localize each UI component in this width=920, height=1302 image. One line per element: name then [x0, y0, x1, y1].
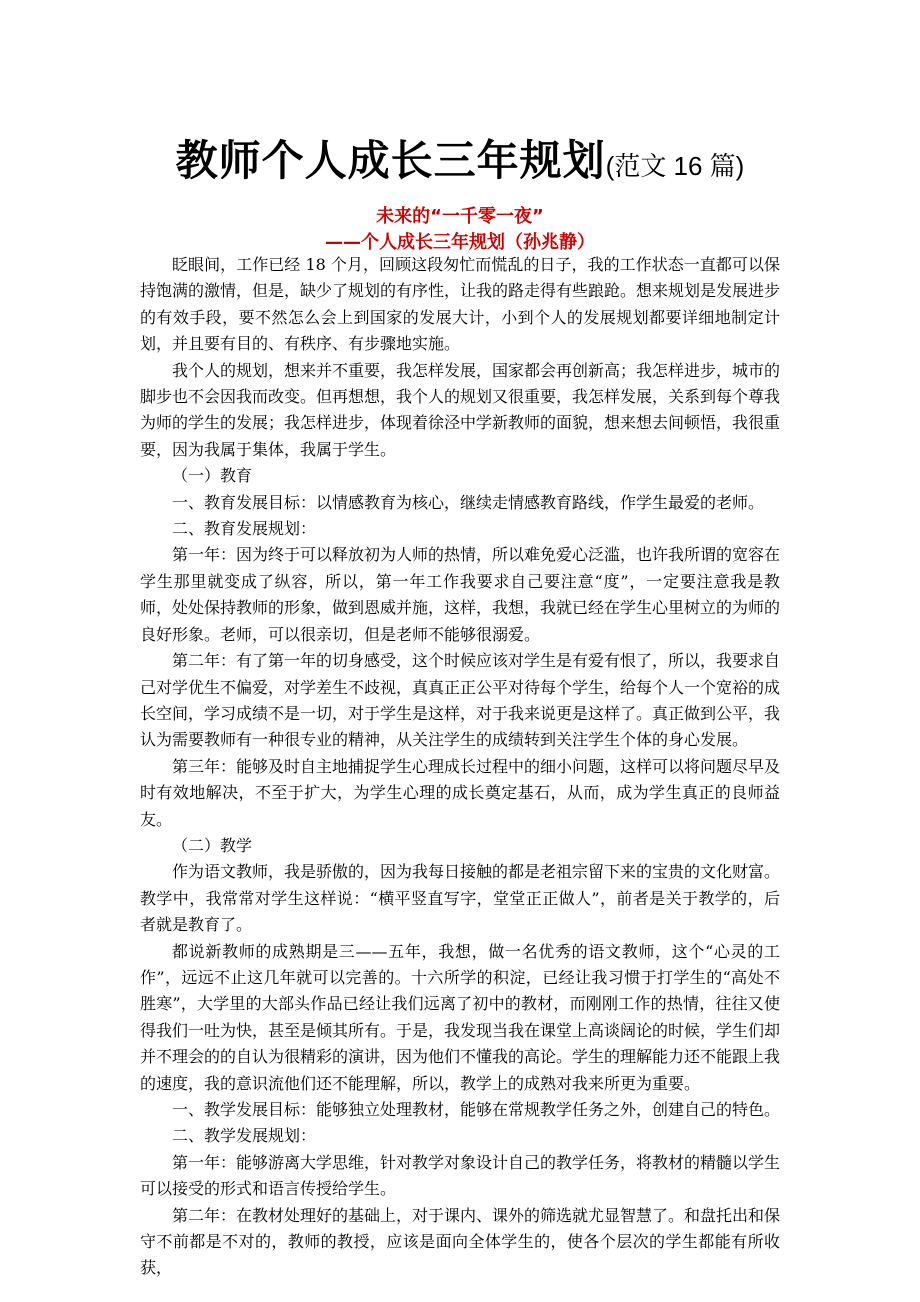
- paragraph: 一、教学发展目标：能够独立处理教材，能够在常规教学任务之外，创建自己的特色。: [172, 1100, 781, 1119]
- paragraph: 一、教育发展目标：以情感教育为核心，继续走情感教育路线，作学生最爱的老师。: [172, 492, 765, 512]
- paragraph: 第二年：有了第一年的切身感受，这个时候应该对学生是有爱有恨了，所以，我要求自己对学优生不偏爱，对学差生不歧视，真真正正公平对待每个学生，给每个人一个宽裕的成长空间，学习成绩不是一切，对于学生是这样，对于我来说更是这样了。真正做到公平，我认为需要教师有一种很专业的精神，从关注学生的成绩转到关注学生个体的身心发展。: [140, 651, 781, 750]
- document-title: [0, 128, 920, 188]
- subtitle-line-1: 未来的“一千零一夜”: [376, 206, 544, 227]
- document-body: [140, 252, 780, 1282]
- paragraph: 第三年：能够及时自主地捕捉学生心理成长过程中的细小问题，这样可以将问题尽早及时有效地解决，不至于扩大，为学生心理的成长奠定基石，从而，成为学生真正的良师益友。: [140, 756, 781, 829]
- paragraph: 都说新教师的成熟期是三——五年，我想，做一名优秀的语文教师，这个“心灵的工作”，远远不止这几年就可以完善的。十六所学的积淀，已经让我习惯于打学生的“高处不胜寒”，大学里的大部头作品已经让我们远离了初中的教材，而刚刚工作的热情，往往又使得我们一吐为快，甚至是倾其所有。于是，我发现当我在课堂上高谈阔论的时候，学生们却并不理会的的自认为很精彩的演讲，因为他们不懂我的高论。学生的理解能力还不能跟上我的速度，我的意识流他们还不能理解，所以，教学上的成熟对我来所更为重要。: [140, 941, 781, 1093]
- paragraph: 二、教育发展规划：: [172, 519, 317, 539]
- section-heading-teaching: （二）教学: [172, 835, 253, 855]
- title-main: 教师个人成长三年规划: [175, 136, 606, 185]
- subtitle-line-2: ——个人成长三年规划（孙兆静）: [325, 232, 595, 253]
- title-sub: (范文 16 篇): [605, 151, 745, 181]
- paragraph: 第一年：因为终于可以释放初为人师的热情，所以难免爱心泛滥，也许我所谓的宽容在学生那里就变成了纵容，所以，第一年工作我要求自己要注意“度”，一定要注意我是教师，处处保持教师的形象，做到恩威并施，这样，我想，我就已经在学生心里树立的为师的良好形象。老师，可以很亲切，但是老师不能够很溺爱。: [140, 545, 781, 644]
- section-heading-education: （一）教育: [172, 466, 253, 486]
- paragraph: 作为语文教师，我是骄傲的，因为我每日接触的都是老祖宗留下来的宝贵的文化财富。教学中，我常常对学生这样说：“横平竖直写字，堂堂正正做人”，前者是关于教学的，后者就是教育了。: [140, 862, 781, 935]
- paragraph: 第一年：能够游离大学思维，针对教学对象设计自己的教学任务，将教材的精髓以学生可以接受的形式和语言传授给学生。: [140, 1152, 781, 1199]
- paragraph: 第二年：在教材处理好的基础上，对于课内、课外的筛选就尤显智慧了。和盘托出和保守不前都是不对的，教师的教授，应该是面向全体学生的，使各个层次的学生都能有所收获，: [140, 1205, 781, 1278]
- paragraph: 眨眼间，工作已经 18 个月，回顾这段匆忙而慌乱的日子，我的工作状态一直都可以保持饱满的激情，但是，缺少了规划的有序性，让我的路走得有些踉跄。想来规划是发展进步的有效手段，要不然怎么会上到国家的发展大计，小到个人的发展规划都要详细地制定计划，并且要有目的、有秩序、有步骤地实施。: [140, 255, 781, 354]
- paragraph: 二、教学发展规划：: [172, 1126, 317, 1146]
- paragraph: 我个人的规划，想来并不重要，我怎样发展，国家都会再创新高；我怎样进步，城市的脚步也不会因我而改变。但再想想，我个人的规划又很重要，我怎样发展，关系到每个尊我为师的学生的发展；我怎样进步，体现着徐泾中学新教师的面貌，想来想去间顿悟，我很重要，因为我属于集体，我属于学生。: [140, 360, 781, 459]
